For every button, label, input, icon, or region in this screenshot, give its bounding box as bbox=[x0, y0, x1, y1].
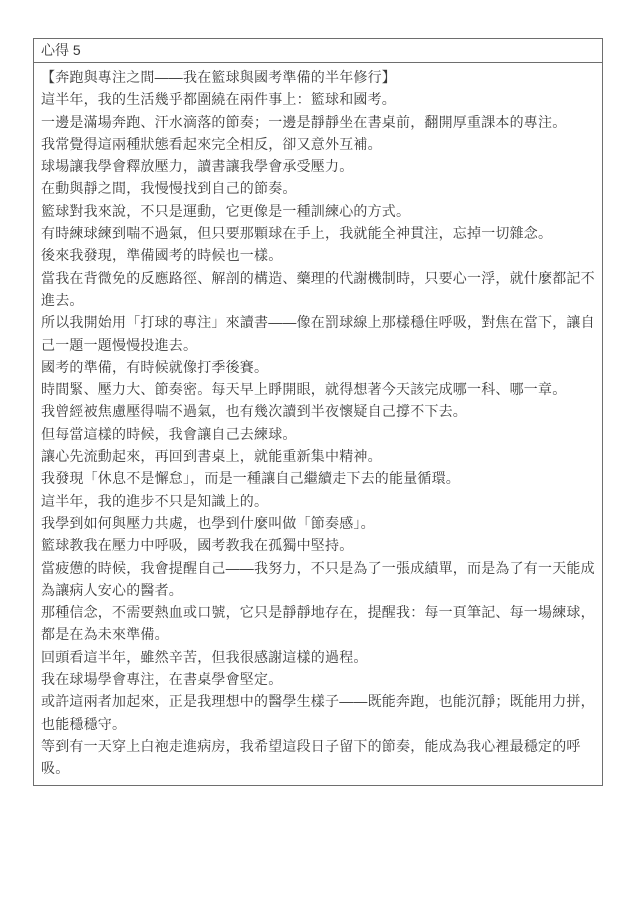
essay-paragraph: 或許這兩者加起來，正是我理想中的醫學生樣子——既能奔跑，也能沉靜；既能用力拼，也能穩穩守。 bbox=[41, 693, 595, 732]
essay-paragraph: 那種信念，不需要熱血或口號，它只是靜靜地存在，提醒我：每一頁筆記、每一場練球，都是在為未來準備。 bbox=[41, 604, 595, 643]
essay-paragraph: 當我在背微免的反應路徑、解剖的構造、藥理的代謝機制時，只要心一浮，就什麼都記不進去。 bbox=[41, 269, 595, 308]
section-title-cell bbox=[34, 39, 602, 63]
essay-paragraph: 籃球教我在壓力中呼吸，國考教我在孤獨中堅持。 bbox=[41, 537, 354, 554]
essay-paragraph: 當疲憊的時候，我會提醒自己——我努力，不只是為了一張成績單，而是為了有一天能成為讓病人安心的醫者。 bbox=[41, 559, 595, 598]
essay-paragraph: 時間緊、壓力大、節奏密。每天早上睜開眼，就得想著今天該完成哪一科、哪一章。 bbox=[41, 381, 567, 398]
essay-paragraph: 回頭看這半年，雖然辛苦，但我很感謝這樣的過程。 bbox=[41, 648, 368, 665]
essay-paragraph: 後來我發現，準備國考的時候也一樣。 bbox=[41, 247, 283, 264]
essay-paragraph: 在動與靜之間，我慢慢找到自己的節奏。 bbox=[41, 180, 297, 197]
essay-paragraph: 所以我開始用「打球的專注」來讀書——像在罰球線上那樣穩住呼吸，對焦在當下，讓自己一題一題慢慢投進去。 bbox=[41, 314, 595, 353]
essay-paragraph: 這半年，我的進步不只是知識上的。 bbox=[41, 492, 269, 509]
essay-paragraph: 我發現「休息不是懈怠」，而是一種讓自己繼續走下去的能量循環。 bbox=[41, 470, 460, 487]
reflection-table bbox=[33, 38, 603, 786]
essay-body-cell bbox=[34, 63, 602, 785]
essay-paragraph: 但每當這樣的時候，我會讓自己去練球。 bbox=[41, 425, 297, 442]
essay-paragraph: 球場讓我學會釋放壓力，讀書讓我學會承受壓力。 bbox=[41, 158, 354, 175]
essay-paragraph: 一邊是滿場奔跑、汗水滴落的節奏；一邊是靜靜坐在書桌前，翻開厚重課本的專注。 bbox=[41, 113, 567, 130]
essay-paragraph: 等到有一天穿上白袍走進病房，我希望這段日子留下的節奏，能成為我心裡最穩定的呼吸。 bbox=[41, 737, 581, 777]
essay-paragraph: 國考的準備，有時候就像打季後賽。 bbox=[41, 358, 269, 375]
essay-paragraph: 我學到如何與壓力共處，也學到什麼叫做「節奏感」。 bbox=[41, 514, 375, 531]
essay-paragraph: 有時練球練到喘不過氣，但只要那顆球在手上，我就能全神貫注，忘掉一切雜念。 bbox=[41, 225, 553, 242]
essay-paragraph: 讓心先流動起來，再回到書桌上，就能重新集中精神。 bbox=[41, 448, 382, 465]
essay-paragraph: 籃球對我來說，不只是運動，它更像是一種訓練心的方式。 bbox=[41, 202, 411, 219]
essay-paragraph: 我常覺得這兩種狀態看起來完全相反，卻又意外互補。 bbox=[41, 135, 382, 152]
section-title: 心得 5 bbox=[41, 42, 81, 58]
essay-paragraph: 這半年，我的生活幾乎都圍繞在兩件事上：籃球和國考。 bbox=[41, 91, 396, 108]
essay-paragraph: 我在球場學會專注，在書桌學會堅定。 bbox=[41, 671, 283, 688]
essay-title-line: 【奔跑與專注之間——我在籃球與國考準備的半年修行】 bbox=[41, 69, 396, 85]
essay-paragraph: 我曾經被焦慮壓得喘不過氣，也有幾次讀到半夜懷疑自己撐不下去。 bbox=[41, 403, 467, 420]
